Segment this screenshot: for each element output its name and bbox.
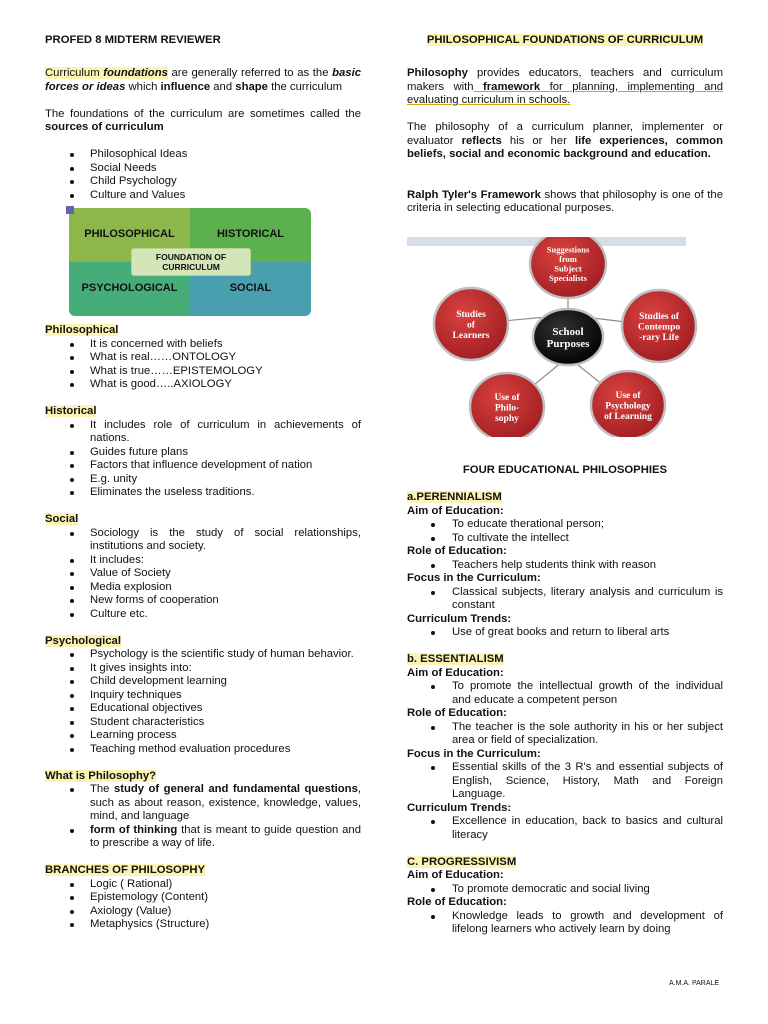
essentialism-trends-label: Curriculum Trends: <box>407 801 512 814</box>
tyler-node-text: sophy <box>495 413 519 424</box>
intro-paragraph: Curriculum foundations are generally referred to as the basic forces or ideas which influence and shape the curriculum <box>45 67 361 93</box>
tyler-framework-diagram <box>407 237 723 437</box>
progressivism-heading: C. PROGRESSIVISM <box>407 855 517 868</box>
left-column <box>45 34 361 932</box>
list-item: Value of Society <box>45 567 361 581</box>
list-item: To promote the intellectual growth of the individual and educate a competent person <box>407 680 723 707</box>
list-item: To promote democratic and social living <box>407 883 723 897</box>
branches-list <box>45 878 361 932</box>
node-subject-specialists <box>530 237 606 298</box>
list-item: Sociology is the study of social relationships, institutions and society. <box>45 527 361 554</box>
perennialism-focus-label: Focus in the Curriculum: <box>407 572 541 584</box>
list-item: form of thinking that is meant to guide question and to prescribe a way of life. <box>45 824 361 851</box>
social-heading: Social <box>45 513 79 525</box>
node-contemporary-life <box>622 290 696 362</box>
branches-heading: BRANCHES OF PHILOSOPHY <box>45 864 206 876</box>
list-item: Knowledge leads to growth and development of lifelong learners who actively learn by doing <box>407 910 723 937</box>
list-item: Excellence in education, back to basics and cultural literacy <box>407 815 723 842</box>
right-title: PHILOSOPHICAL FOUNDATIONS OF CURRICULUM <box>426 34 704 46</box>
sources-paragraph: The foundations of the curriculum are sometimes called the sources of curriculum <box>45 107 361 133</box>
tyler-node-text: Specialists <box>549 273 587 284</box>
list-item: It gives insights into: <box>45 662 361 676</box>
list-item: Logic ( Rational) <box>45 878 361 892</box>
perennialism-trends-label: Curriculum Trends: <box>407 612 512 625</box>
tyler-node-text: Philo- <box>494 403 520 414</box>
list-item: Child development learning <box>45 675 361 689</box>
list-item: Culture etc. <box>45 608 361 622</box>
list-item: The study of general and fundamental questions, such as about reason, existence, knowledge, values, mind, and language <box>45 783 361 824</box>
list-item: It includes role of curriculum in achievements of nations. <box>45 419 361 446</box>
progressivism-aim-label: Aim of Education: <box>407 869 504 881</box>
list-item: Classical subjects, literary analysis and curriculum is constant <box>407 586 723 613</box>
list-item: It includes: <box>45 554 361 568</box>
list-item: What is real……ONTOLOGY <box>45 351 361 365</box>
foundations-diagram <box>69 208 311 316</box>
list-item: Educational objectives <box>45 702 361 716</box>
diagram-center-label: FOUNDATION OF CURRICULUM <box>131 248 251 276</box>
perennialism-heading: a.PERENNIALISM <box>407 491 502 503</box>
list-item: Metaphysics (Structure) <box>45 918 361 932</box>
list-item: What is good…..AXIOLOGY <box>45 378 361 392</box>
list-item: Eliminates the useless traditions. <box>45 486 361 500</box>
progressivism-role-label: Role of Education: <box>407 896 507 908</box>
philosophical-list <box>45 338 361 392</box>
tyler-node-text: Contempo <box>637 322 681 333</box>
tyler-node-text: Use of <box>615 390 641 401</box>
node-psychology-learning <box>591 371 665 437</box>
sources-list <box>45 148 361 202</box>
tyler-node-text: Purposes <box>546 337 590 350</box>
essentialism-role-label: Role of Education: <box>407 707 507 719</box>
list-item: Guides future plans <box>45 446 361 460</box>
list-item: To educate therational person; <box>407 518 723 532</box>
list-item: Axiology (Value) <box>45 905 361 919</box>
planner-paragraph: The philosophy of a curriculum planner, implementer or evaluator reflects his or her life experiences, common beliefs, social and economic background and education. <box>407 121 723 160</box>
list-item: Social Needs <box>45 162 361 176</box>
tyler-node-text: Use of <box>494 392 520 403</box>
tyler-node-text: Psychology <box>605 401 651 412</box>
list-item: Epistemology (Content) <box>45 891 361 905</box>
tyler-node-text: Subject <box>554 263 582 274</box>
list-item: Philosophical Ideas <box>45 148 361 162</box>
social-list <box>45 527 361 622</box>
historical-heading: Historical <box>45 405 97 417</box>
tyler-node-text: Learners <box>452 330 490 341</box>
list-item: Inquiry techniques <box>45 689 361 703</box>
node-school-purposes <box>533 309 603 365</box>
perennialism-role-label: Role of Education: <box>407 545 507 557</box>
list-item: It is concerned with beliefs <box>45 338 361 352</box>
list-item: E.g. unity <box>45 473 361 487</box>
essentialism-aim-label: Aim of Education: <box>407 666 504 679</box>
diagram-corner-accent <box>66 206 74 214</box>
psychological-list <box>45 648 361 756</box>
list-item: Media explosion <box>45 581 361 595</box>
philosophies-section <box>407 464 723 937</box>
list-item: New forms of cooperation <box>45 594 361 608</box>
essentialism-heading: b. ESSENTIALISM <box>407 653 504 665</box>
list-item: Factors that influence development of nation <box>45 459 361 473</box>
list-item: Psychology is the scientific study of human behavior. <box>45 648 361 662</box>
list-item: Student characteristics <box>45 716 361 730</box>
list-item: Culture and Values <box>45 189 361 203</box>
tyler-node-text: of Learning <box>604 411 652 422</box>
list-item: Teaching method evaluation procedures <box>45 743 361 757</box>
philosophy-paragraph: Philosophy provides educators, teachers and curriculum makers with framework for planning, implementing and evaluating curriculum in schools. <box>407 67 724 106</box>
list-item: Essential skills of the 3 R's and essential subjects of English, Science, History, Math and Foreign Language. <box>407 761 723 802</box>
list-item: Teachers help students think with reason <box>407 559 723 573</box>
essentialism-focus-label: Focus in the Curriculum: <box>407 747 541 760</box>
four-philosophies-title: FOUR EDUCATIONAL PHILOSOPHIES <box>462 464 668 476</box>
diagram-historical: HISTORICAL <box>190 208 311 262</box>
tyler-paragraph: Ralph Tyler's Framework shows that philosophy is one of the criteria in selecting educational purposes. <box>407 188 723 214</box>
tyler-node-text: School <box>552 325 584 338</box>
diagram-philosophical: PHILOSOPHICAL <box>69 208 190 262</box>
list-item: The teacher is the sole authority in his or her subject area or field of specialization. <box>407 721 723 748</box>
tyler-node-text: -rary Life <box>639 332 679 343</box>
tyler-node-text: Studies <box>456 309 486 320</box>
node-learners <box>434 288 508 360</box>
tyler-node-text: Studies of <box>639 311 679 322</box>
perennialism-aim-label: Aim of Education: <box>407 504 504 517</box>
list-item: Child Psychology <box>45 175 361 189</box>
diagram-psychological: PSYCHOLOGICAL <box>69 262 190 316</box>
philosophy-list <box>45 783 361 851</box>
diagram-social: SOCIAL <box>190 262 311 316</box>
right-column <box>407 34 723 216</box>
list-item: Learning process <box>45 729 361 743</box>
philosophy-heading: What is Philosophy? <box>45 769 157 782</box>
node-philosophy <box>470 373 544 437</box>
tyler-node-text: of <box>467 320 475 331</box>
historical-list <box>45 419 361 500</box>
psychological-heading: Psychological <box>45 634 121 647</box>
footer-author: A.M.A. PARALE <box>669 980 720 987</box>
list-item: Use of great books and return to liberal arts <box>407 626 723 640</box>
tyler-node-text: from <box>559 254 577 265</box>
document-title: PROFED 8 MIDTERM REVIEWER <box>45 34 221 46</box>
tyler-node-text: Suggestions <box>546 244 590 255</box>
philosophical-heading: Philosophical <box>45 324 119 336</box>
list-item: To cultivate the intellect <box>407 532 723 546</box>
list-item: What is true……EPISTEMOLOGY <box>45 365 361 379</box>
